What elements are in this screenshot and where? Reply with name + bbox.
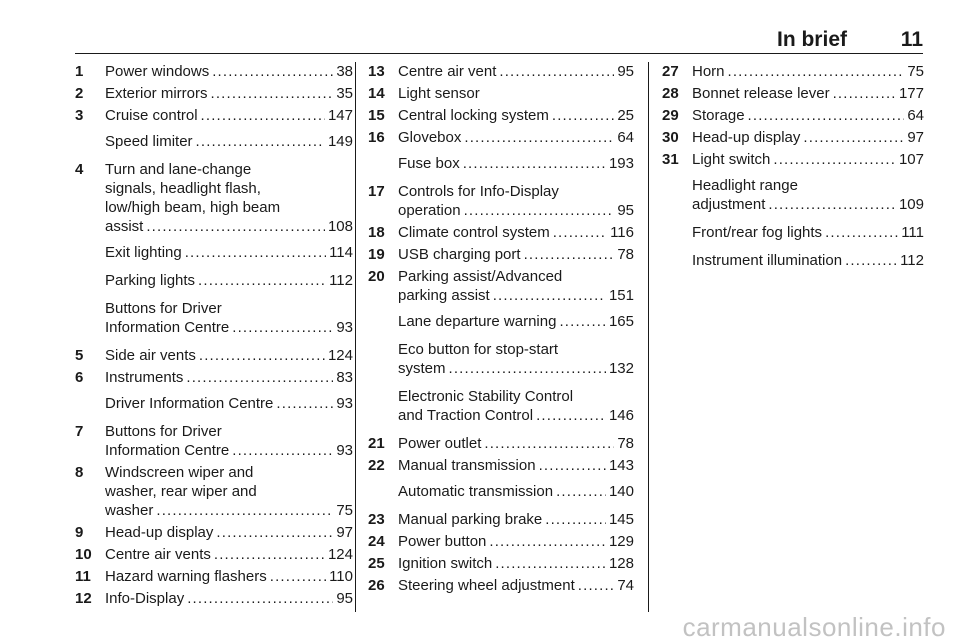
entry-label: Windscreen wiper and [105,464,254,481]
index-entry [368,245,634,264]
item-number: 26 [368,577,385,594]
index-entry [368,223,634,242]
item-number: 14 [368,85,385,102]
item-number: 22 [368,457,385,474]
dot-leader [553,223,607,242]
page-reference-link[interactable]: 124 [327,546,353,563]
entry-label: Driver Information Centre [105,395,274,412]
entry-label: system [398,360,446,377]
page-reference-link[interactable]: 93 [336,442,353,459]
entry-label: Horn [692,63,725,80]
item-number: 15 [368,107,385,124]
dot-leader [493,286,606,305]
index-column-2 [368,62,634,598]
entry-label: Head-up display [105,524,214,541]
page-reference-link[interactable]: 112 [900,252,924,269]
dot-leader [201,106,325,125]
entry-label: Glovebox [398,129,462,146]
item-number: 16 [368,129,385,146]
entry-label: adjustment [692,196,766,213]
item-number: 20 [368,268,385,285]
entry-label: Headlight range [692,177,798,194]
index-entry [368,340,634,378]
item-number: 3 [75,107,84,124]
entry-label: Head-up display [692,129,801,146]
dot-leader [484,434,614,453]
dot-leader [773,150,896,169]
page-number: 11 [900,28,923,51]
index-entry [368,554,634,573]
page-reference-link[interactable]: 110 [329,568,353,585]
index-entry [75,243,353,262]
index-entry [368,84,634,103]
dot-leader [489,532,606,551]
page-reference-link[interactable]: 97 [336,524,353,541]
dot-leader [545,510,606,529]
index-entry [75,299,353,337]
item-number: 18 [368,224,385,241]
entry-label: Exterior mirrors [105,85,208,102]
dot-leader [199,346,325,365]
entry-label: Central locking system [398,107,549,124]
page-reference-link[interactable]: 95 [617,202,634,219]
item-number: 1 [75,63,84,80]
item-number: 28 [662,85,679,102]
entry-label: operation [398,202,461,219]
dot-leader [196,132,325,151]
page-title: In brief [776,28,847,51]
dot-leader [578,576,615,595]
entry-label: Light sensor [398,85,480,102]
page-reference-link[interactable]: 193 [608,155,634,172]
index-entry [368,532,634,551]
item-number: 17 [368,183,385,200]
dot-leader [464,201,615,220]
page-reference-link[interactable]: 74 [617,577,634,594]
entry-label: Front/rear fog lights [692,224,823,241]
entry-label: Information Centre [105,442,230,459]
item-number: 23 [368,511,385,528]
item-number: 29 [662,107,679,124]
entry-label: Parking assist/Advanced [398,268,563,285]
item-number: 4 [75,161,84,178]
index-entry [368,482,634,501]
column-divider [648,62,649,612]
dot-leader [495,554,606,573]
entry-label: Lane departure warning [398,313,557,330]
dot-leader [198,271,326,290]
entry-label: low/high beam, high beam [105,199,281,216]
entry-label: and Traction Control [398,407,534,424]
page-reference-link[interactable]: 95 [617,63,634,80]
index-entry [368,387,634,425]
dot-leader [552,106,614,125]
index-entry [662,150,924,169]
entry-label: Power outlet [398,435,482,452]
page-reference-link[interactable]: 177 [898,85,924,102]
index-entry [368,434,634,453]
page-reference-link[interactable]: 38 [336,63,353,80]
item-number: 10 [75,546,92,563]
index-entry [368,62,634,81]
page-reference-link[interactable]: 83 [336,369,353,386]
page-reference-link[interactable]: 165 [608,313,634,330]
entry-label: Steering wheel adjustment [398,577,575,594]
dot-leader [211,84,334,103]
dot-leader [536,406,606,425]
dot-leader [232,318,333,337]
index-entry [368,312,634,331]
entry-label: Power windows [105,63,210,80]
entry-label: Turn and lane-change [105,161,252,178]
dot-leader [232,441,333,460]
item-number: 21 [368,435,385,452]
dot-leader [276,394,333,413]
page-reference-link[interactable]: 146 [608,407,634,424]
page-header [75,28,923,50]
index-entry [662,128,924,147]
page-reference-link[interactable]: 129 [608,533,634,550]
dot-leader [212,62,333,81]
entry-label: Speed limiter [105,133,193,150]
index-entry [75,545,353,564]
index-column-3 [662,62,924,279]
index-entry [662,176,924,214]
page-reference-link[interactable]: 93 [336,319,353,336]
index-entry [75,346,353,365]
page-reference-link[interactable]: 25 [617,107,634,124]
index-entry [662,223,924,242]
index-entry [368,576,634,595]
item-number: 13 [368,63,385,80]
dot-leader [728,62,905,81]
item-number: 5 [75,347,84,364]
index-entry [368,267,634,305]
index-entry [75,463,353,520]
item-number: 27 [662,63,679,80]
index-entry [662,62,924,81]
page-reference-link[interactable]: 64 [907,107,924,124]
index-entry [368,510,634,529]
entry-label: Fuse box [398,155,460,172]
entry-label: Info-Display [105,590,185,607]
index-entry [368,128,634,147]
index-entry [368,456,634,475]
page-reference-link[interactable]: 35 [336,85,353,102]
dot-leader [748,106,905,125]
item-number: 12 [75,590,92,607]
item-number: 2 [75,85,84,102]
entry-label: Eco button for stop-start [398,341,559,358]
dot-leader [539,456,606,475]
dot-leader [499,62,614,81]
dot-leader [768,195,896,214]
entry-label: washer, rear wiper and [105,483,257,500]
index-entry [75,62,353,81]
page-reference-link[interactable]: 93 [336,395,353,412]
entry-label: Bonnet release lever [692,85,830,102]
page-reference-link[interactable]: 78 [617,435,634,452]
dot-leader [464,128,614,147]
index-entry [75,84,353,103]
index-entry [662,251,924,270]
page-reference-link[interactable]: 149 [327,133,353,150]
entry-label: Parking lights [105,272,196,289]
entry-label: parking assist [398,287,490,304]
entry-label: Buttons for Driver [105,300,222,317]
page-reference-link[interactable]: 107 [898,151,924,168]
header-divider [75,53,923,54]
entry-label: Instruments [105,369,184,386]
item-number: 24 [368,533,385,550]
entry-label: Manual transmission [398,457,536,474]
index-entry [75,132,353,151]
entry-label: Side air vents [105,347,196,364]
entry-label: Exit lighting [105,244,182,261]
dot-leader [803,128,904,147]
page-reference-link[interactable]: 64 [617,129,634,146]
index-entry [75,271,353,290]
item-number: 7 [75,423,84,440]
page-reference-link[interactable]: 114 [329,244,353,261]
entry-label: Centre air vent [398,63,497,80]
page-reference-link[interactable]: 75 [907,63,924,80]
page-reference-link[interactable]: 140 [608,483,634,500]
page-reference-link[interactable]: 145 [608,511,634,528]
entry-label: USB charging port [398,246,521,263]
index-entry [75,523,353,542]
entry-label: assist [105,218,144,235]
page-reference-link[interactable]: 116 [610,224,634,241]
dot-leader [833,84,896,103]
entry-label: signals, headlight flash, [105,180,261,197]
page-reference-link[interactable]: 78 [617,246,634,263]
index-entry [75,422,353,460]
dot-leader [186,368,333,387]
entry-label: Buttons for Driver [105,423,222,440]
page-reference-link[interactable]: 151 [608,287,634,304]
page-reference-link[interactable]: 108 [327,218,353,235]
entry-label: Information Centre [105,319,230,336]
item-number: 11 [75,568,91,585]
page-reference-link[interactable]: 109 [898,196,924,213]
watermark: carmanualsonline.info [682,612,946,642]
item-number: 9 [75,524,84,541]
entry-label: Electronic Stability Control [398,388,574,405]
entry-label: Hazard warning flashers [105,568,267,585]
dot-leader [214,545,325,564]
entry-label: Automatic transmission [398,483,554,500]
dot-leader [187,589,333,608]
page-reference-link[interactable]: 143 [608,457,634,474]
item-number: 30 [662,129,679,146]
page-reference-link[interactable]: 75 [336,502,353,519]
item-number: 19 [368,246,385,263]
entry-label: Centre air vents [105,546,211,563]
index-entry [368,182,634,220]
dot-leader [556,482,606,501]
page-reference-link[interactable]: 95 [336,590,353,607]
dot-leader [156,501,333,520]
index-entry [368,154,634,173]
entry-label: Controls for Info-Display [398,183,559,200]
dot-leader [845,251,897,270]
entry-label: Light switch [692,151,771,168]
dot-leader [524,245,615,264]
index-entry [662,106,924,125]
entry-label: Ignition switch [398,555,493,572]
page-reference-link[interactable]: 128 [608,555,634,572]
dot-leader [185,243,326,262]
item-number: 25 [368,555,385,572]
entry-label: washer [105,502,154,519]
entry-label: Storage [692,107,745,124]
index-entry [75,368,353,387]
entry-label: Climate control system [398,224,550,241]
page-reference-link[interactable]: 111 [901,224,924,241]
dot-leader [146,217,325,236]
entry-label: Cruise control [105,107,198,124]
item-number: 8 [75,464,84,481]
column-divider [355,62,356,612]
dot-leader [559,312,606,331]
index-entry [662,84,924,103]
dot-leader [270,567,326,586]
page-reference-link[interactable]: 132 [608,360,634,377]
dot-leader [463,154,606,173]
item-number: 6 [75,369,84,386]
entry-label: Manual parking brake [398,511,543,528]
page-reference-link[interactable]: 147 [327,107,353,124]
index-entry [75,589,353,608]
index-entry [75,106,353,125]
index-entry [368,106,634,125]
page-reference-link[interactable]: 97 [907,129,924,146]
index-entry [75,160,353,236]
dot-leader [825,223,898,242]
index-column-1 [75,62,353,611]
item-number: 31 [662,151,679,168]
dot-leader [449,359,606,378]
entry-label: Instrument illumination [692,252,843,269]
entry-label: Power button [398,533,487,550]
index-entry [75,394,353,413]
page-reference-link[interactable]: 124 [327,347,353,364]
dot-leader [216,523,333,542]
page-reference-link[interactable]: 112 [329,272,353,289]
index-entry [75,567,353,586]
